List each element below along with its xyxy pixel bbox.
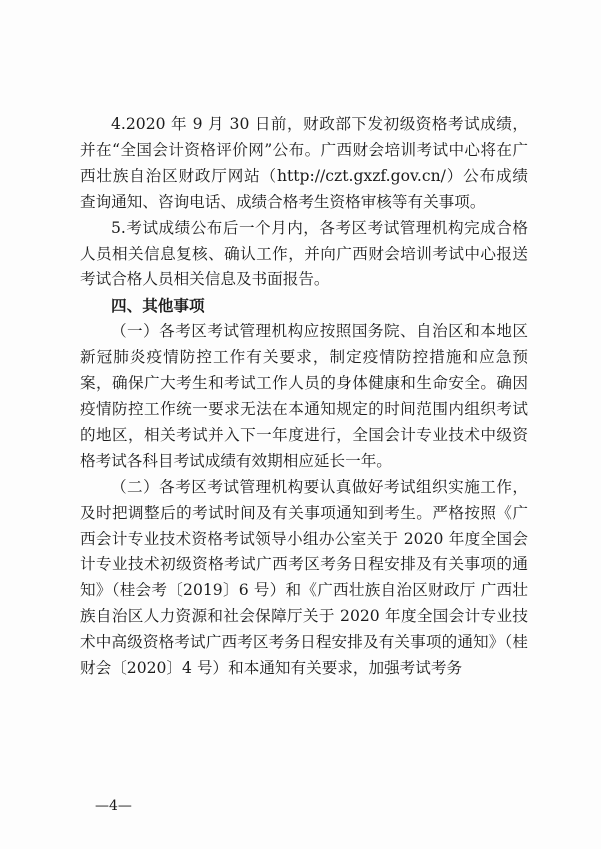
paragraph-subitem-2: （二）各考区考试管理机构要认真做好考试组织实施工作，及时把调整后的考试时间及有关事项通知到考生。严格按照《广西会计专业技术资格考试领导小组办公室关于 2020 年度全国会计专业技术初级资格考试广西考区考务日程安排及有关事项的通知》（桂会考〔2019〕6 号）和《广西壮族自治区财政厅 广西壮族自治区人力资源和社会保障厅关于 2020 年度全国会计专业技术中高级资格考试广西考区考务日程安排及有关事项的通知》（桂财会〔2020〕4 号）和本通知有关要求，加强考试考务 <box>80 477 528 678</box>
paragraph-subitem-1: （一）各考区考试管理机构应按照国务院、自治区和本地区新冠肺炎疫情防控工作有关要求，制定疫情防控措施和应急预案，确保广大考生和考试工作人员的身体健康和生命安全。确因疫情防控工作统一要求无法在本通知规定的时间范围内组织考试的地区，相关考试并入下一年度进行，全国会计专业技术中级资格考试各科目考试成绩有效期相应延长一年。 <box>80 322 528 470</box>
paragraph-item-4: 4.2020 年 9 月 30 日前，财政部下发初级资格考试成绩，并在“全国会计资格评价网”公布。广西财会培训考试中心将在广西壮族自治区财政厅网站（http://czt.gxzf.gov.cn/）公布成绩查询通知、咨询电话、成绩合格考生资格审核等有关事项。 <box>80 115 528 211</box>
document-body <box>80 112 528 682</box>
paragraph-item-5: 5.考试成绩公布后一个月内，各考区考试管理机构完成合格人员相关信息复核、确认工作，并向广西财会培训考试中心报送考试合格人员相关信息及书面报告。 <box>80 218 528 289</box>
section-heading-other-matters: 四、其他事项 <box>111 296 205 316</box>
page-number: —4— <box>95 798 132 814</box>
